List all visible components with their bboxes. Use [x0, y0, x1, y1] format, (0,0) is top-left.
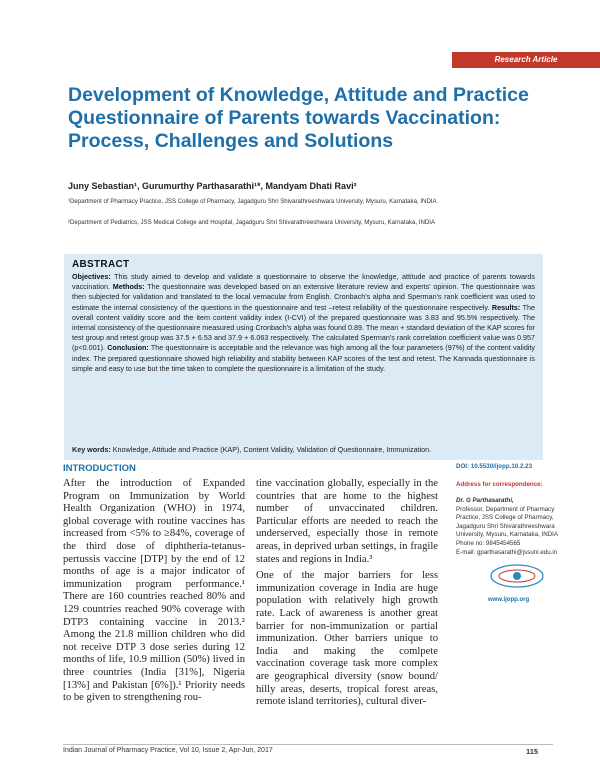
conclusion-label: Conclusion:: [107, 343, 149, 353]
paragraph: tine vaccination globally, especially in the countries that are home to the highest number of unvaccinated children. Particular efforts are needed to reach the underserved, especially those in remote areas, in deprived urban settings, in fragile states and regions in India.³: [256, 478, 438, 565]
abstract-body: [72, 272, 535, 374]
footer-divider: [63, 744, 553, 745]
correspondent-email[interactable]: E-mail: gparthasarathi@jssuni.edu.in: [456, 548, 558, 556]
keywords-label: Key words:: [72, 445, 111, 454]
objectives-label: Objectives:: [72, 272, 111, 281]
methods-text: The questionnaire was developed based on an extensive literature review and experts' opinion. The questionnaire was then subjected for validation and translated to the local vernacular from English. Cronbach's alpha and Sperman's rank coefficient was used to estimate the internal consistency of the questions in the questionnaire and test –retest reliability of the questionnaire respectively.: [72, 282, 535, 312]
results-text: The overall content validity score and the item content validity index (I-CVI) of the prepared questionnaire was 3.83 and 95.5% respectively. The internal consistency of the questionnaire measured using Cronbach's alpha was found 0.89. The mean + standard deviation of the KAP scores for test group and retest group was 37.5 + 6.53 and 37.9 + 6.063 respectively. The calculated Sperman's rank correlation coefficient value was 0.957 (p<0.001).: [72, 302, 535, 353]
correspondence-heading: Address for correspondence:: [456, 481, 543, 488]
correspondent-phone: Phone no: 9845454565: [456, 539, 521, 547]
methods-label: Methods:: [112, 282, 145, 292]
paragraph: After the introduction of Expanded Program on Immunization by World Health Organization (WHO) in 1974, global coverage with routine vaccines has increased from <5% to ≥84%, coverage of the third dose of diphtheria-tetanus-pertussis vaccine [DTP] by the end of 12 months of age is a major indicator of immunization program performance.¹ There are 160 countries reached 80% and 129 countries reached 90% coverage with DTP3 containing vaccine in 2013.² Among the 21.8 million children who did not receive DTP 3 dose series during 12 months of life, 10.9 million (50%) lived in three countries (India [31%], Nigeria [13%] and Pakistan [6%]).¹ Priority needs to be given to strengthening rou-: [63, 478, 245, 704]
website-link[interactable]: www.ijopp.org: [488, 597, 530, 603]
body-column-right: [256, 478, 438, 713]
article-title: Development of Knowledge, Attitude and Practice Questionnaire of Parents towards Vaccination: Process, Challenges and Solutions: [68, 84, 529, 152]
abstract-heading: ABSTRACT: [72, 259, 130, 270]
publisher-logo-icon: [486, 560, 548, 592]
page-number: 115: [526, 747, 539, 756]
doi-link[interactable]: DOI: 10.5530/ijopp.10.2.23: [456, 463, 533, 470]
introduction-heading: INTRODUCTION: [63, 463, 136, 474]
paragraph: One of the major barriers for less immunization coverage in India are huge population with relatively high growth rate. Lack of awareness is another great barrier for non-immunization or partial immunization. Other barriers unique to India and making the comlpete vaccination coverage task more complex are geographical diversity (snow bound/ hilly areas, deserts, tropical forest areas, remote island territories), cultural diver-: [256, 570, 438, 708]
keywords-text: Knowledge, Attitude and Practice (KAP), Content Validity, Validation of Questionnaire, Immunization.: [112, 445, 432, 454]
body-column-left: [63, 478, 245, 709]
results-label: Results:: [491, 302, 521, 312]
article-type-badge: Research Article: [452, 52, 600, 68]
correspondent-name: Dr. G Parthasarathi,: [456, 497, 514, 504]
correspondent-address: Professor, Department of Pharmacy Practice, JSS College of Pharmacy, Jagadguru Shri Shivarathreeshwara University, Mysuru, Karnataka, INDIA: [456, 505, 559, 539]
objectives-text: This study aimed to develop and validate a questionnaire to observe the knowledge, attitude and practice of parents towards vaccination.: [72, 272, 535, 292]
author-list: Juny Sebastian¹, Gurumurthy Parthasarathi¹*, Mandyam Dhati Ravi²: [68, 181, 357, 191]
affiliation-2: ²Department of Pediatrics, JSS Medical College and Hospital, Jagadguru Shri Shivarathreeshwara University, Mysuru, Karnataka, INDIA: [68, 219, 436, 226]
journal-citation: Indian Journal of Pharmacy Practice, Vol 10, Issue 2, Apr-Jun, 2017: [63, 747, 273, 754]
keywords: [72, 445, 535, 454]
conclusion-text: The questionnaire is acceptable and the relevance was high among all the four parameters (97%) of the content validity index. The prepared questionnaire showed high reliability and stability between KAP scores of the test and retest. The Kannada questionnaire is simple and easy to use but the time taken to complete the questionnaire is a limitation of the study.: [72, 343, 536, 373]
affiliation-1: ¹Department of Pharmacy Practice, JSS College of Pharmacy, Jagadguru Shri Shivarathreeshwara University, Mysuru, Karnataka, INDIA: [68, 198, 437, 205]
correspondence-address: [456, 497, 560, 557]
